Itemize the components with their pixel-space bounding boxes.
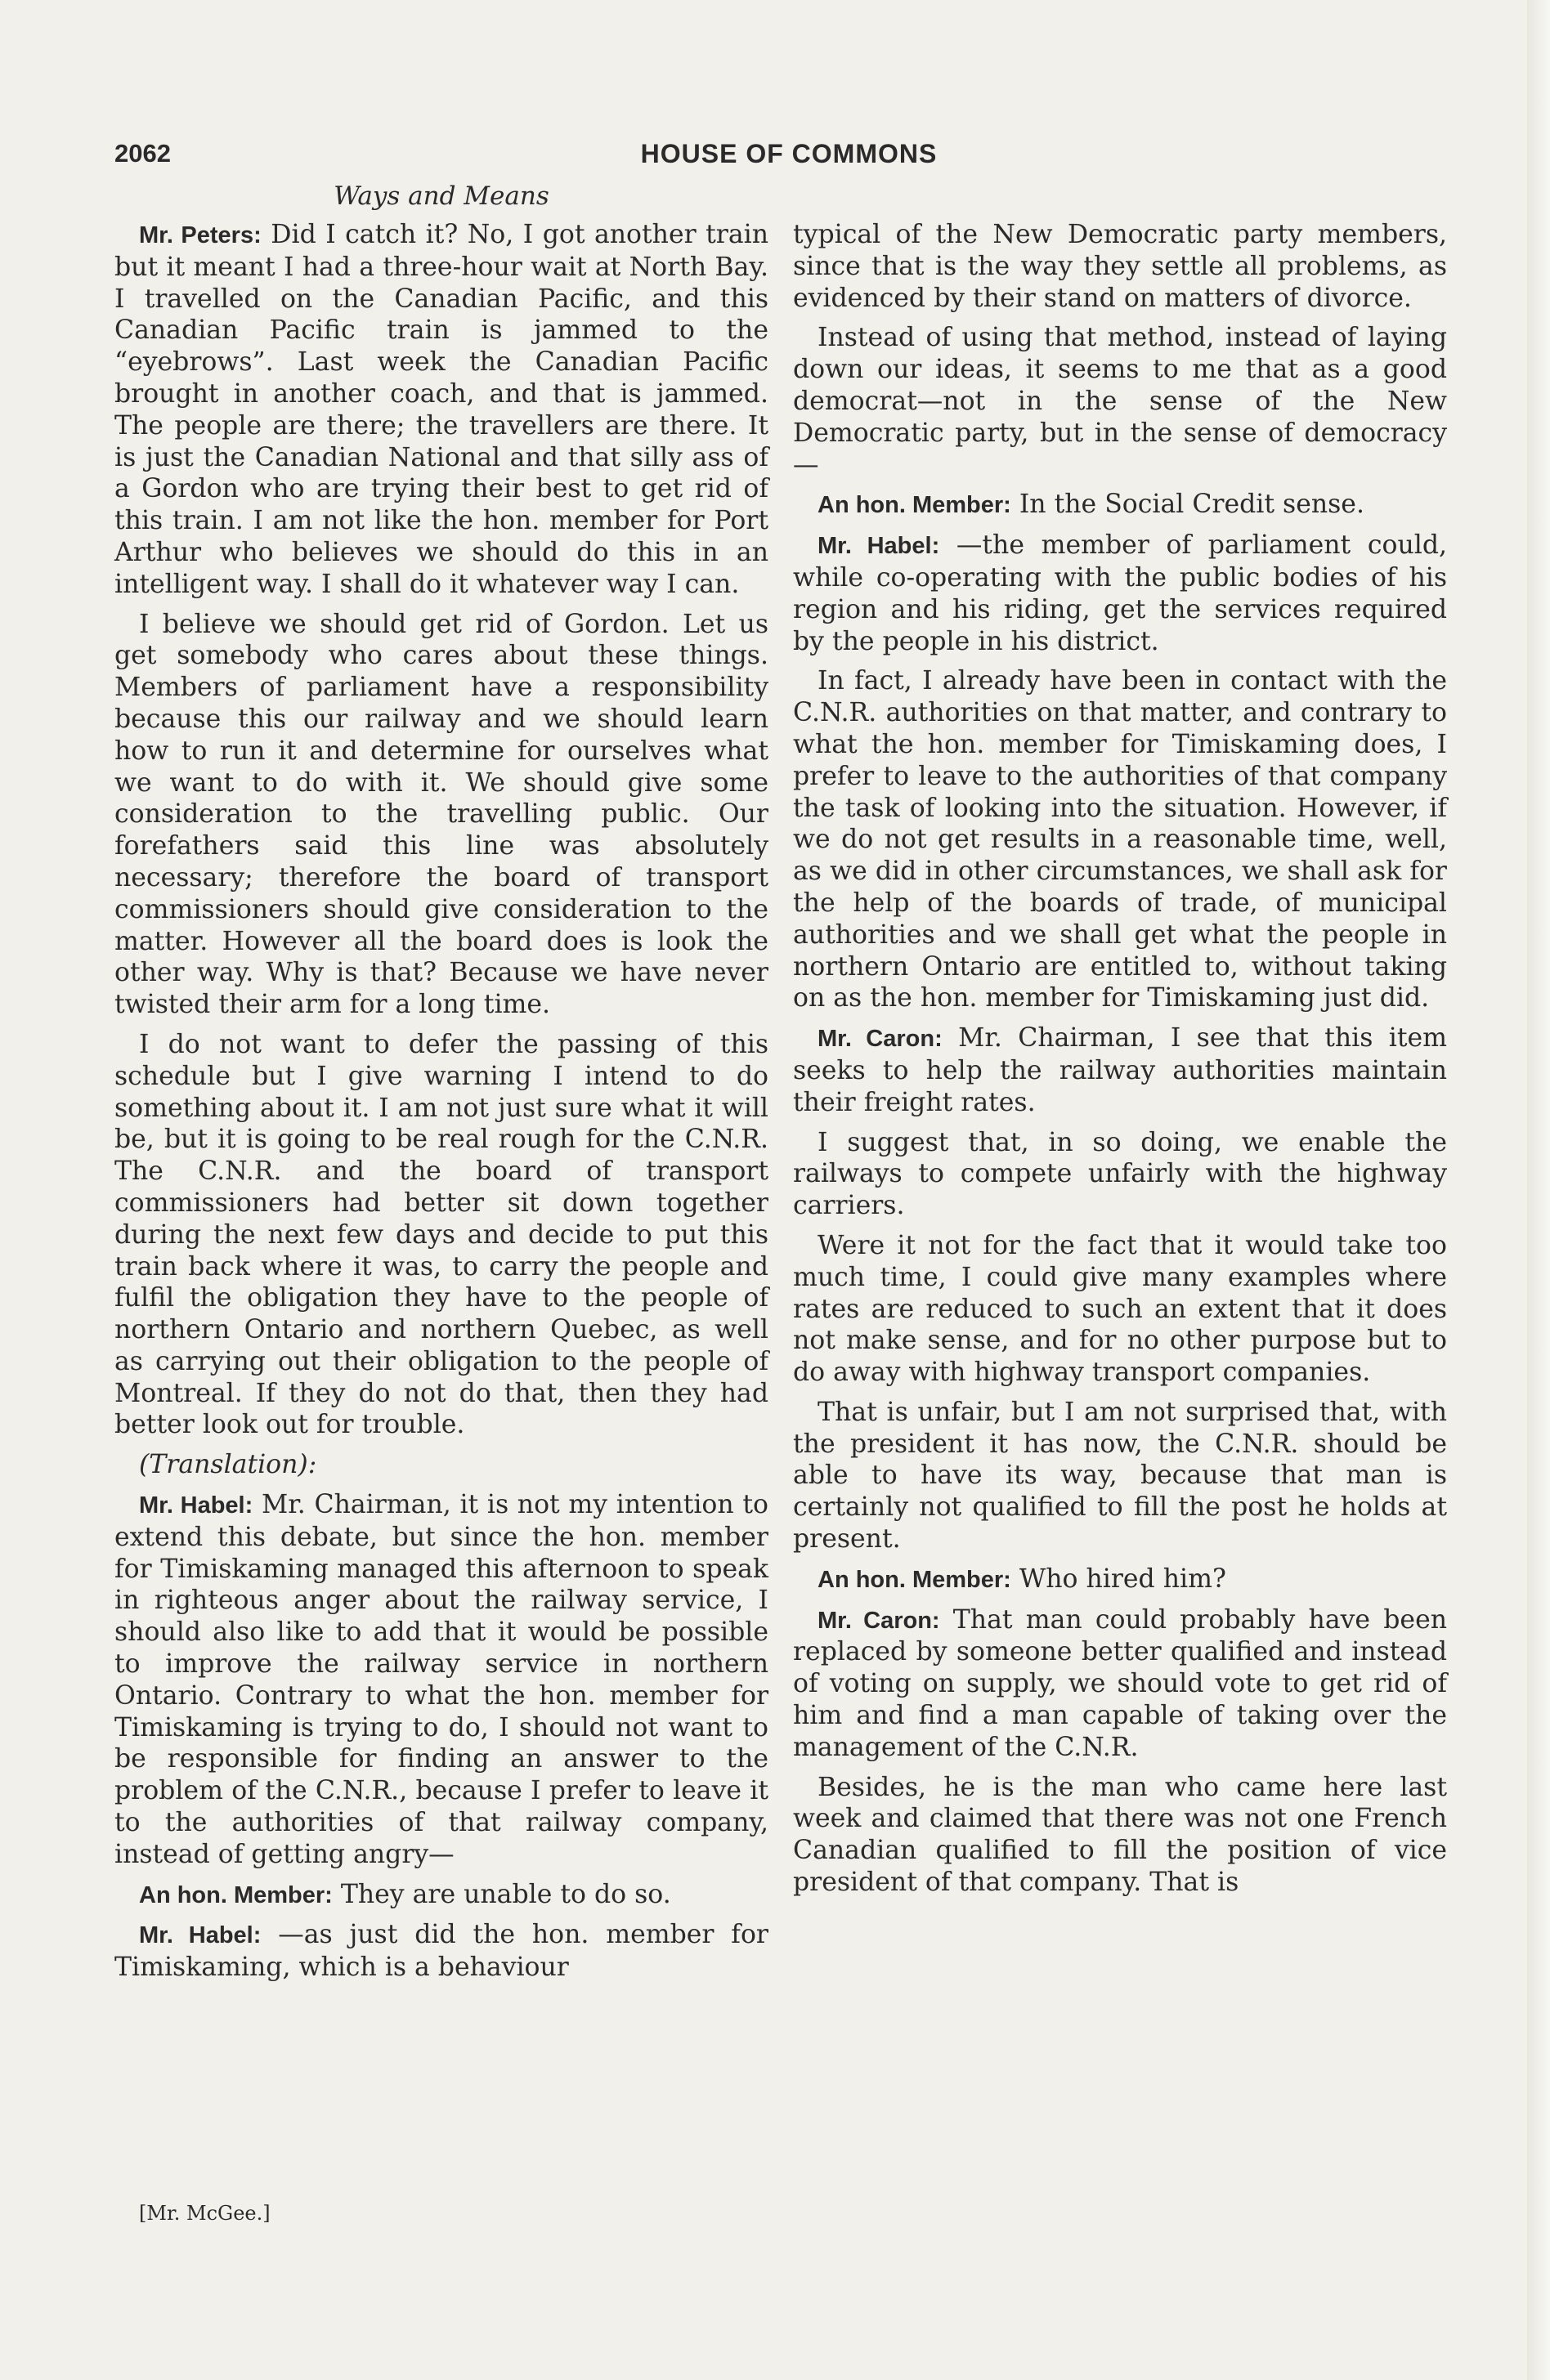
paragraph: [793, 1397, 1447, 1555]
section-subhead: Ways and Means: [334, 181, 549, 211]
paragraph: [793, 1230, 1447, 1389]
paragraph-text: I believe we should get rid of Gordon. Let us get somebody who cares about these things. Members of parliament have a responsibility because this our railway and we should learn how to run it and determine for ourselves what we want to do with it. We should give some consideration to the travelling public. Our forefathers said this line was absolutely necessary; therefore the board of transport commissioners should give consideration to the matter. However all the board does is look the other way. Why is that? Because we have never twisted their arm for a long time.: [114, 609, 768, 1020]
page-edge: [1527, 0, 1550, 2380]
speech-paragraph: [793, 489, 1447, 521]
paragraph: [793, 322, 1447, 481]
speaker-name: Mr. Habel:: [139, 1922, 262, 1949]
paragraph: [114, 609, 768, 1021]
paragraph-text: typical of the New Democratic party members, since that is the way they settle all problems, as evidenced by their stand on matters of divorce.: [793, 220, 1447, 313]
speech-paragraph: [114, 1919, 768, 1984]
paragraph-text: Besides, he is the man who came here last week and claimed that there was not one French Canadian qualified to fill the position of vice president of that company. That is: [793, 1772, 1447, 1898]
paragraph-text: In fact, I already have been in contact with the C.N.R. authorities on that matter, and contrary to what the hon. member for Timiskaming does, I prefer to leave to the authorities of that company the task of looking into the situation. However, if we do not get results in a reasonable time, well, as we did in other circumstances, we shall ask for the help of the boards of trade, of municipal authorities and we shall get what the people in northern Ontario are entitled to, without taking on as the hon. member for Timiskaming just did.: [793, 666, 1447, 1013]
speech-paragraph: [793, 1564, 1447, 1596]
speech-paragraph: [114, 219, 768, 601]
paragraph-text: That is unfair, but I am not surprised that, with the president it has now, the C.N.R. should be able to have its way, because that man is certainly not qualified to fill the post he holds at present.: [793, 1397, 1447, 1555]
speaker-name: Mr. Habel:: [139, 1492, 253, 1519]
running-head: HOUSE OF COMMONS: [640, 139, 938, 168]
speech-paragraph: [114, 1879, 768, 1912]
paragraph-text: Who hired him?: [1010, 1564, 1226, 1594]
speech-paragraph: [793, 1604, 1447, 1764]
translation-label: (Translation):: [139, 1450, 317, 1480]
speaker-name: Mr. Habel:: [818, 533, 940, 560]
paragraph-text: I suggest that, in so doing, we enable the railways to compete unfairly with the highway carriers.: [793, 1127, 1447, 1221]
right-column: [793, 219, 1447, 1907]
speaker-name: An hon. Member:: [818, 492, 1011, 519]
paragraph-text: They are unable to do so.: [332, 1879, 671, 1909]
paragraph-text: I do not want to defer the passing of this schedule but I give warning I intend to do something about it. I am not just sure what it will be, but it is going to be real rough for the C.N.R. The C.N.R. and the board of transport commissioners had better sit down together during the next few days and decide to put this train back where it was, to carry the people and fulfil the obligation they have to the people of northern Ontario and northern Quebec, as well as carrying out their obligation to the people of Montreal. If they do not do that, then they had better look out for trouble.: [114, 1029, 768, 1440]
speech-paragraph: [793, 1022, 1447, 1118]
speech-paragraph: [114, 1489, 768, 1871]
paragraph-text: In the Social Credit sense.: [1010, 490, 1364, 520]
paragraph: [793, 1772, 1447, 1899]
paragraph-text: —as just did the hon. member for Timiskaming, which is a behaviour: [114, 1920, 768, 1983]
paragraph-text: Mr. Chairman, it is not my intention to extend this debate, but since the hon. member for Timiskaming managed this afternoon to speak in righteous anger about the railway service, I should also like to add that it would be possible to improve the railway service in northern Ontario. Contrary to what the hon. member for Timiskaming is trying to do, I should not want to be responsible for finding an answer to the problem of the C.N.R., because I prefer to leave it to the authorities of that railway company, instead of getting angry—: [114, 1490, 768, 1869]
speaker-name: Mr. Peters:: [139, 222, 262, 248]
paragraph-text: Mr. Chairman, I see that this item seeks to help the railway authorities maintain their freight rates.: [793, 1023, 1447, 1117]
paragraph-text: That man could probably have been replaced by someone better qualified and instead of voting on supply, we should vote to get rid of him and find a man capable of taking over the management of the C.N.R.: [793, 1604, 1447, 1762]
paragraph: [793, 219, 1447, 314]
speaker-name: Mr. Caron:: [818, 1607, 940, 1634]
paragraph: [793, 1127, 1447, 1222]
paragraph-text: Were it not for the fact that it would take too much time, I could give many examples where rates are reduced to such an extent that it does not make sense, and for no other purpose but to do away with highway transport companies.: [793, 1230, 1447, 1388]
speaker-name: Mr. Caron:: [818, 1026, 943, 1053]
left-column: [114, 219, 768, 1992]
paragraph: [114, 1029, 768, 1441]
footer-note: [Mr. McGee.]: [139, 2202, 271, 2225]
speaker-name: An hon. Member:: [139, 1881, 333, 1908]
paragraph-text: Instead of using that method, instead of laying down our ideas, it seems to me that as a good democrat—not in the sense of the New Democratic party, but in the sense of democracy—: [793, 323, 1447, 480]
page-header: [114, 139, 1463, 180]
speech-paragraph: [793, 530, 1447, 657]
page-number: 2062: [114, 139, 171, 168]
paragraph-text: Did I catch it? No, I got another train but it meant I had a three-hour wait at North Bay. I travelled on the Canadian Pacific, and this Canadian Pacific train is jammed to the “eyebrows”. Last week the Canadian Pacific brought in another coach, and that is jammed. The people are there; the travellers are there. It is just the Canadian National and that silly ass of a Gordon who are trying their best to get rid of this train. I am not like the hon. member for Port Arthur who believes we should do this in an intelligent way. I shall do it whatever way I can.: [114, 220, 768, 599]
paragraph: [793, 665, 1447, 1014]
paragraph-text: —the member of parliament could, while co-operating with the public bodies of his region and his riding, get the services required by the people in his district.: [793, 530, 1447, 656]
speaker-name: An hon. Member:: [818, 1566, 1011, 1593]
